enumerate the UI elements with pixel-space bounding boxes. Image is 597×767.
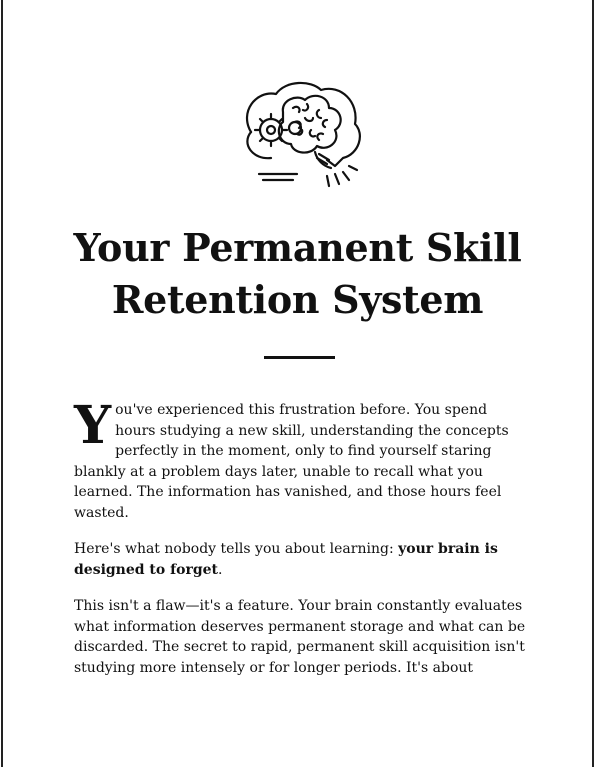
- paragraph-2-lead: Here's what nobody tells you about learning:: [74, 541, 399, 557]
- paragraph-1-text: ou've experienced this frustration before. You spend hours studying a new skill, understanding the concepts perfectly in the moment, only to find yourself staring blankly at a problem days later, unable to recall what you learned. The information has vanished, and those hours feel wasted.: [74, 402, 509, 521]
- page-title: Your Permanent Skill Retention System: [73, 225, 522, 322]
- paragraph-2-end: .: [218, 561, 223, 578]
- drop-cap: Y: [74, 395, 112, 456]
- paragraph-3: [74, 596, 530, 678]
- paragraph-1: [74, 395, 530, 523]
- paragraph-2: [74, 539, 530, 580]
- document-page: [1, 0, 594, 767]
- paragraph-2-emphasis: your brain is designed to forget: [74, 541, 498, 578]
- brain-with-gears-icon: [231, 72, 371, 202]
- title-divider: [264, 356, 335, 359]
- paragraph-3-text: This isn't a flaw—it's a feature. Your brain constantly evaluates what information deserves permanent storage and what can be discarded. The secret to rapid, permanent skill acquisition isn't studying more intensely or for longer periods. It's about: [74, 598, 526, 676]
- body-text: [74, 395, 530, 694]
